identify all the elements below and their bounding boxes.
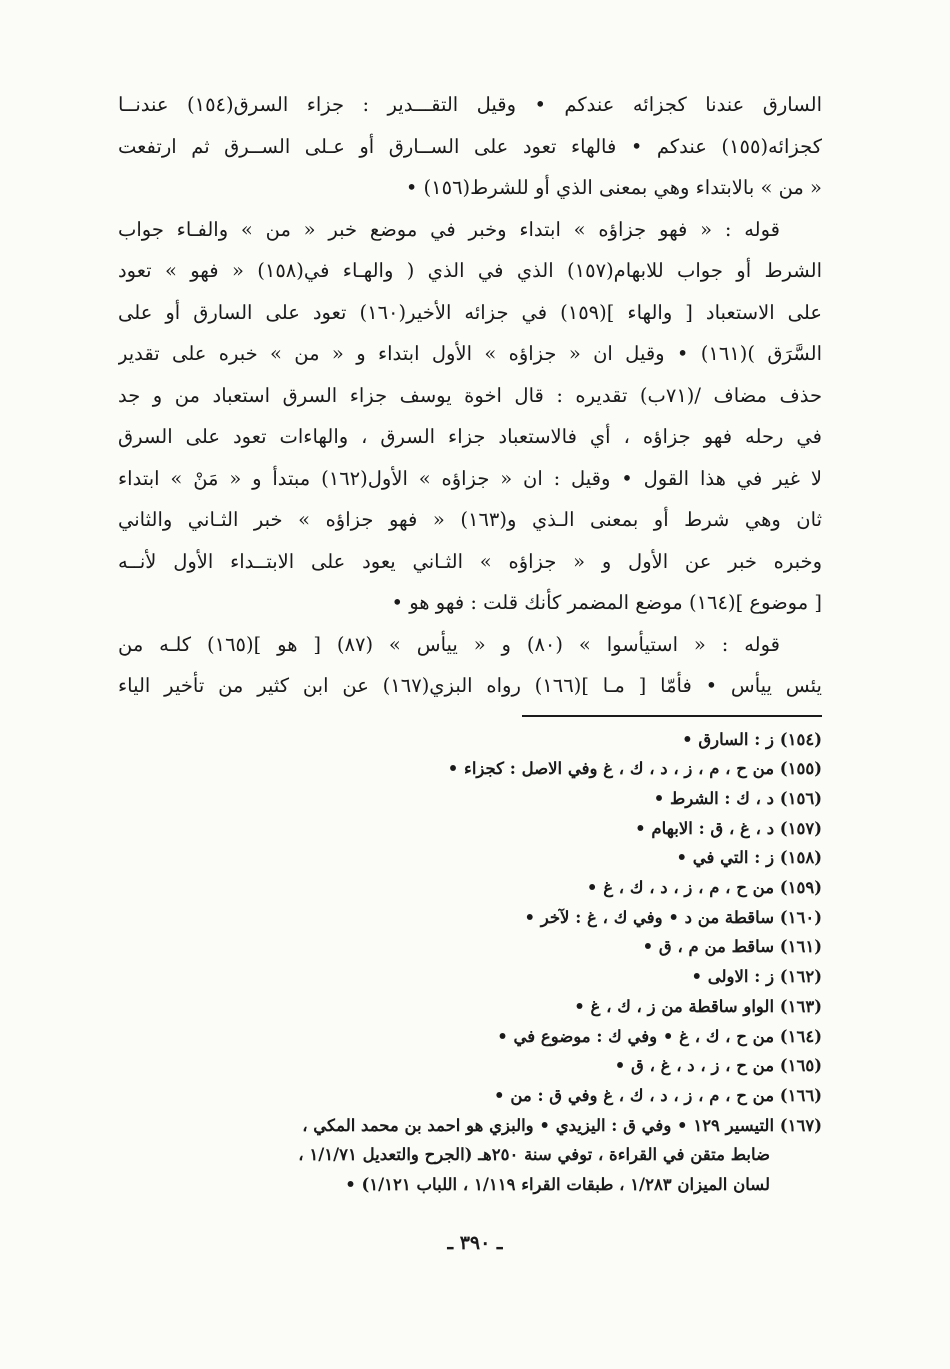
footnote: (١٥٤) ز : السارق •	[682, 729, 822, 749]
footnote: (١٥٨) ز : التي في •	[676, 848, 822, 868]
text-line: قوله : « فهو جزاؤه » ابتداء وخبر في موضع خبر « من » والفـاء جواب	[118, 217, 780, 241]
text-line: لا غير في هذا القول • وقيل : ان « جزاؤه » الأول(١٦٢) مبتدأ و « مَنْ » ابتداء	[118, 466, 822, 490]
footnote: (١٦٤) من ح ، ك ، غ • وفي ك : موضوع في •	[497, 1026, 822, 1046]
text-line: الشرط أو جواب للابهام(١٥٧) الذي في الذي ( والهـاء في(١٥٨) « فهو » تعود	[118, 259, 822, 282]
text-line: كجزائه(١٥٥) عندكم • فالهاء تعود على الســارق أو عـلى الســرق ثم ارتفعت	[118, 134, 822, 158]
footnote: (١٦٢) ز : الاولى •	[691, 967, 822, 987]
footnote-divider	[522, 715, 822, 717]
footnote: (١٥٥) من ح ، م ، ز ، د ، ك ، غ وفي الاصل : كجزاء •	[447, 759, 822, 779]
footnote: (١٦٥) من ح ، ز ، د ، غ ، ق •	[614, 1056, 822, 1076]
text-line: ثان وهي شرط أو بمعنى الـذي و(١٦٣) « فهو جزاؤه » خبر الثـاني والثاني	[118, 508, 822, 531]
footnotes	[118, 725, 822, 1200]
text-line: حذف مضاف /(٧١ب) تقديره : قال اخوة يوسف جزاء السرق استعباد من و جد	[118, 383, 822, 407]
footnote: (١٦٠) ساقطة من د • وفي ك ، غ : لآخر •	[524, 907, 822, 927]
footnote: (١٦٦) من ح ، م ، ز ، د ، ك ، غ وفي ق : من •	[494, 1085, 822, 1105]
footnote: (١٥٧) د ، غ ، ق : الابهام •	[635, 818, 822, 838]
footnote: (١٥٩) من ح ، م ، ز ، د ، ك ، غ •	[586, 878, 822, 898]
text-line: [ موضوع ](١٦٤) موضع المضمر كأنك قلت : فهو هو •	[391, 591, 822, 614]
footnote: (١٦١) ساقط من م ، ق •	[642, 937, 822, 957]
text-line: على الاستعباد [ والهاء ](١٥٩) في جزائه الأخير(١٦٠) تعود على السارق أو على	[118, 300, 822, 324]
footnote-continuation: لسان الميزان ١/٢٨٣ ، طبقات القراء ١/١١٩ ، اللباب ١/١٢١) •	[345, 1175, 770, 1195]
footnote: (١٦٧) التيسير ١٢٩ • وفي ق : اليزيدي • والبزي هو احمد بن محمد المكي ،	[302, 1115, 822, 1135]
main-text	[118, 84, 822, 707]
text-line: وخبره خبر عن الأول و « جزاؤه » الثـاني يعود على الابتــداء الأول لأنــه	[118, 549, 822, 573]
text-line: يئس ييأس • فأمّا [ مـا ](١٦٦) رواه البزي(١٦٧) عن ابن كثير من تأخير الياء	[118, 674, 822, 697]
footnote: (١٦٣) الواو ساقطة من ز ، ك ، غ •	[574, 996, 822, 1016]
footnote-continuation: ضابط متقن في القراءة ، توفي سنة ٢٥٠هـ (الجرح والتعديل ١/١/٧١ ،	[298, 1145, 770, 1165]
text-line: السارق عندنا كجزائه عندكم • وقيل التقـــدير : جزاء السرق(١٥٤) عندنــا	[118, 93, 822, 116]
text-line: السَّرَق )(١٦١) • وقيل ان « جزاؤه » الأول ابتداء و « من » خبره على تقدير	[118, 342, 822, 365]
text-line: في رحله فهو جزاؤه ، أي فالاستعباد جزاء السرق ، والهاءات تعود على السرق	[118, 425, 822, 448]
page-number: ـ ٣٩٠ ـ	[447, 1232, 503, 1254]
footnote: (١٥٦) د ، ك : الشرط •	[653, 788, 822, 808]
text-line: قوله : « استيأسوا » (٨٠) و « ييأس » (٨٧) [ هو ](١٦٥) كلـه من	[118, 632, 780, 656]
text-line: « من » بالابتداء وهي بمعنى الذي أو للشرط(١٥٦) •	[405, 176, 822, 199]
